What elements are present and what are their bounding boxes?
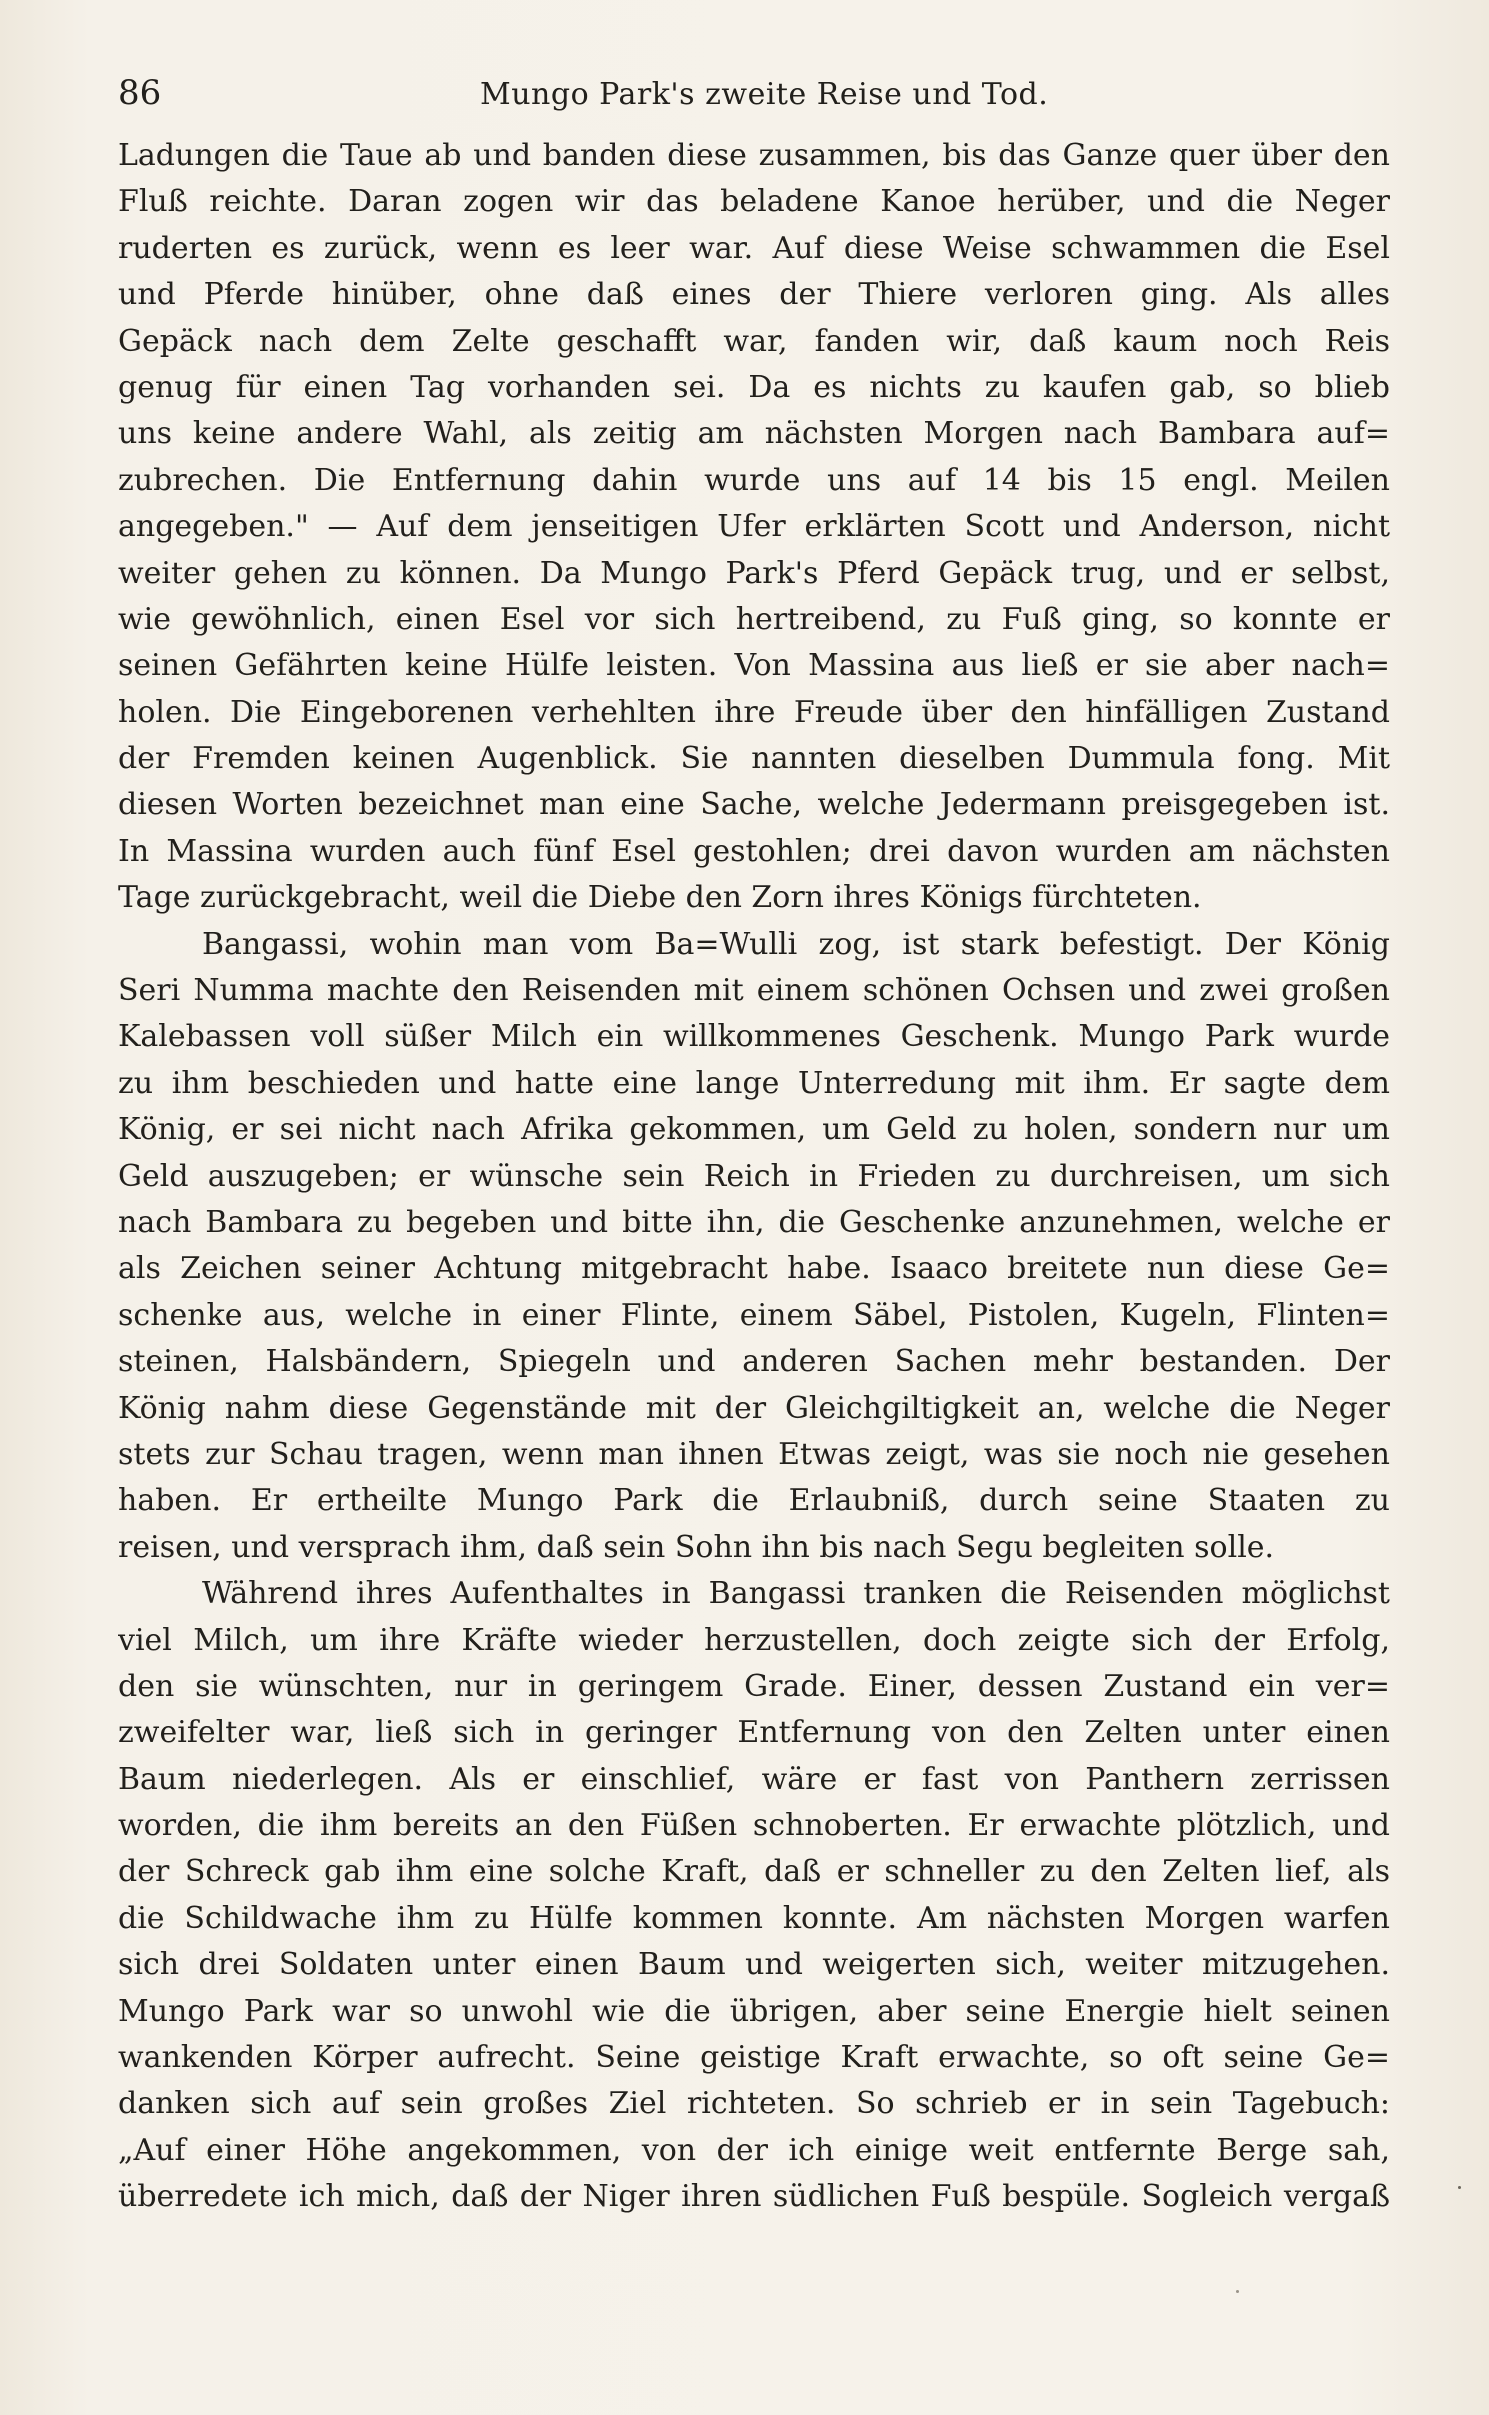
- text-line: die Schildwache ihm zu Hülfe kommen konnte. Am nächsten Morgen warfen: [118, 1900, 1390, 1936]
- text-line: wankenden Körper aufrecht. Seine geistige Kraft erwachte, so oft seine Ge=: [118, 2040, 1390, 2076]
- text-line: Mungo Park war so unwohl wie die übrigen, aber seine Energie hielt seinen: [118, 1993, 1390, 2029]
- text-line: weiter gehen zu können. Da Mungo Park's Pferd Gepäck trug, und er selbst,: [118, 555, 1390, 591]
- text-line: uns keine andere Wahl, als zeitig am nächsten Morgen nach Bambara auf=: [118, 416, 1390, 452]
- margin-speck: [1458, 2186, 1461, 2189]
- text-line: danken sich auf sein großes Ziel richteten. So schrieb er in sein Tagebuch:: [118, 2086, 1390, 2122]
- text-line: holen. Die Eingeborenen verhehlten ihre Freude über den hinfälligen Zustand: [118, 694, 1390, 730]
- text-line: seinen Gefährten keine Hülfe leisten. Von Massina aus ließ er sie aber nach=: [118, 648, 1390, 684]
- paragraph-start: Bangassi, wohin man vom Ba=Wulli zog, ist stark befestigt. Der König: [202, 926, 1390, 962]
- text-line: wie gewöhnlich, einen Esel vor sich hertreibend, zu Fuß ging, so konnte er: [118, 601, 1390, 637]
- text-line: zubrechen. Die Entfernung dahin wurde uns auf 14 bis 15 engl. Meilen: [118, 462, 1390, 498]
- text-line: der Schreck gab ihm eine solche Kraft, daß er schneller zu den Zelten lief, als: [118, 1854, 1390, 1890]
- text-line: ruderten es zurück, wenn es leer war. Auf diese Weise schwammen die Esel: [118, 230, 1390, 266]
- text-line: haben. Er ertheilte Mungo Park die Erlaubniß, durch seine Staaten zu: [118, 1483, 1390, 1519]
- page-number: 86: [118, 73, 162, 113]
- text-line: zu ihm beschieden und hatte eine lange Unterredung mit ihm. Er sagte dem: [118, 1065, 1390, 1101]
- margin-speck: [1236, 2290, 1239, 2293]
- text-line: worden, die ihm bereits an den Füßen schnoberten. Er erwachte plötzlich, und: [118, 1808, 1390, 1844]
- text-line: schenke aus, welche in einer Flinte, einem Säbel, Pistolen, Kugeln, Flinten=: [118, 1297, 1390, 1333]
- paragraph-start: Während ihres Aufenthaltes in Bangassi tranken die Reisenden möglichst: [202, 1576, 1390, 1612]
- text-line: zweifelter war, ließ sich in geringer Entfernung von den Zelten unter einen: [118, 1715, 1390, 1751]
- text-line: Kalebassen voll süßer Milch ein willkommenes Geschenk. Mungo Park wurde: [118, 1019, 1390, 1055]
- text-line: und Pferde hinüber, ohne daß eines der Thiere verloren ging. Als alles: [118, 277, 1390, 313]
- text-line: Ladungen die Taue ab und banden diese zusammen, bis das Ganze quer über den: [118, 138, 1390, 173]
- text-line: angegeben." — Auf dem jenseitigen Ufer erklärten Scott und Anderson, nicht: [118, 509, 1390, 545]
- text-line: als Zeichen seiner Achtung mitgebracht habe. Isaaco breitete nun diese Ge=: [118, 1251, 1390, 1287]
- running-title: Mungo Park's zweite Reise und Tod.: [480, 77, 1049, 112]
- text-line: König nahm diese Gegenstände mit der Gleichgiltigkeit an, welche die Neger: [118, 1390, 1390, 1426]
- text-line: den sie wünschten, nur in geringem Grade. Einer, dessen Zustand ein ver=: [118, 1668, 1390, 1704]
- text-line: Gepäck nach dem Zelte geschafft war, fanden wir, daß kaum noch Reis: [118, 323, 1390, 359]
- text-line: Seri Numma machte den Reisenden mit einem schönen Ochsen und zwei großen: [118, 973, 1390, 1009]
- text-line: steinen, Halsbändern, Spiegeln und anderen Sachen mehr bestanden. Der: [118, 1344, 1390, 1380]
- text-line: In Massina wurden auch fünf Esel gestohlen; drei davon wurden am nächsten: [118, 833, 1390, 869]
- text-line: König, er sei nicht nach Afrika gekommen, um Geld zu holen, sondern nur um: [118, 1112, 1390, 1148]
- text-line: genug für einen Tag vorhanden sei. Da es nichts zu kaufen gab, so blieb: [118, 369, 1390, 405]
- text-line: diesen Worten bezeichnet man eine Sache, welche Jedermann preisgegeben ist.: [118, 787, 1390, 823]
- text-line: Fluß reichte. Daran zogen wir das beladene Kanoe herüber, und die Neger: [118, 184, 1390, 220]
- text-line: sich drei Soldaten unter einen Baum und weigerten sich, weiter mitzugehen.: [118, 1947, 1390, 1983]
- text-line: viel Milch, um ihre Kräfte wieder herzustellen, doch zeigte sich der Erfolg,: [118, 1622, 1390, 1658]
- text-line: nach Bambara zu begeben und bitte ihn, die Geschenke anzunehmen, welche er: [118, 1204, 1390, 1240]
- text-line: reisen, und versprach ihm, daß sein Sohn ihn bis nach Segu begleiten solle.: [118, 1529, 1275, 1565]
- text-line: Geld auszugeben; er wünsche sein Reich in Frieden zu durchreisen, um sich: [118, 1158, 1390, 1194]
- body-text: [118, 133, 1390, 2267]
- text-line: der Fremden keinen Augenblick. Sie nannten dieselben Dummula fong. Mit: [118, 741, 1390, 777]
- page-header: [118, 68, 1388, 118]
- text-line: Baum niederlegen. Als er einschlief, wäre er fast von Panthern zerrissen: [118, 1761, 1390, 1797]
- text-line: Tage zurückgebracht, weil die Diebe den Zorn ihres Königs fürchteten.: [118, 880, 1202, 916]
- text-line: [118, 2221, 1390, 2267]
- text-line: „Auf einer Höhe angekommen, von der ich einige weit entfernte Berge sah,: [118, 2132, 1390, 2168]
- text-line: stets zur Schau tragen, wenn man ihnen Etwas zeigt, was sie noch nie gesehen: [118, 1436, 1390, 1472]
- text-line: überredete ich mich, daß der Niger ihren südlichen Fuß bespüle. Sogleich vergaß: [118, 2179, 1390, 2215]
